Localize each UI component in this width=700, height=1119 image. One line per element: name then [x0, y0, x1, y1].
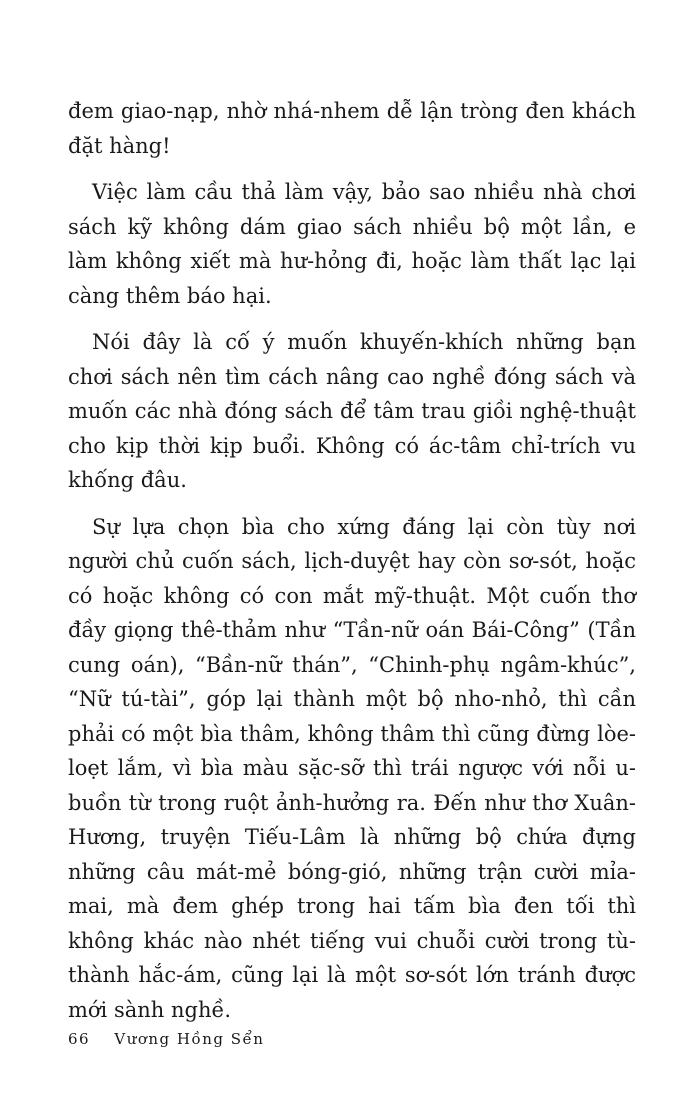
paragraph: Việc làm cầu thả làm vậy, bảo sao nhiều nhà chơi sách kỹ không dám giao sách nhiều bộ một lần, e làm không xiết mà hư-hỏng đi, hoặc làm thất lạc lại càng thêm báo hại.: [68, 180, 636, 308]
page-number: 66: [68, 1030, 91, 1048]
paragraph: Sự lựa chọn bìa cho xứng đáng lại còn tùy nơi người chủ cuốn sách, lịch-duyệt hay còn sơ-sót, hoặc có hoặc không có con mắt mỹ-thuật. Một cuốn thơ đầy giọng thê-thảm như “Tần-nữ oán Bái-Công” (Tần cung oán), “Bần-nữ thán”, “Chinh-phụ ngâm-khúc”, “Nữ tú-tài”, góp lại thành một bộ nho-nhỏ, thì cần phải có một bìa thâm, không thâm thì cũng đừng lòe-loẹt lắm, vì bìa màu sặc-sỡ thì trái ngược với nỗi u-buồn từ trong ruột ảnh-hưởng ra. Đến như thơ Xuân-Hương, truyện Tiếu-Lâm là những bộ chứa đựng những câu mát-mẻ bóng-gió, những trận cười mỉa-mai, mà đem ghép trong hai tấm bìa đen tối thì không khác nào nhét tiếng vui chuỗi cười trong tù-thành hắc-ám, cũng lại là một sơ-sót lớn tránh được mới sành nghề.: [68, 514, 636, 1022]
body-text: [68, 94, 636, 1027]
paragraph: Nói đây là cố ý muốn khuyến-khích những bạn chơi sách nên tìm cách nâng cao nghề đóng sách và muốn các nhà đóng sách để tâm trau giồi nghệ-thuật cho kịp thời kịp buổi. Không có ác-tâm chỉ-trích vu khống đâu.: [68, 330, 636, 492]
paragraph-continued: đem giao-nạp, nhờ nhá-nhem dễ lận tròng đen khách đặt hàng!: [68, 99, 636, 158]
page-footer: [68, 1030, 264, 1048]
author-name: Vương Hồng Sển: [114, 1030, 265, 1048]
